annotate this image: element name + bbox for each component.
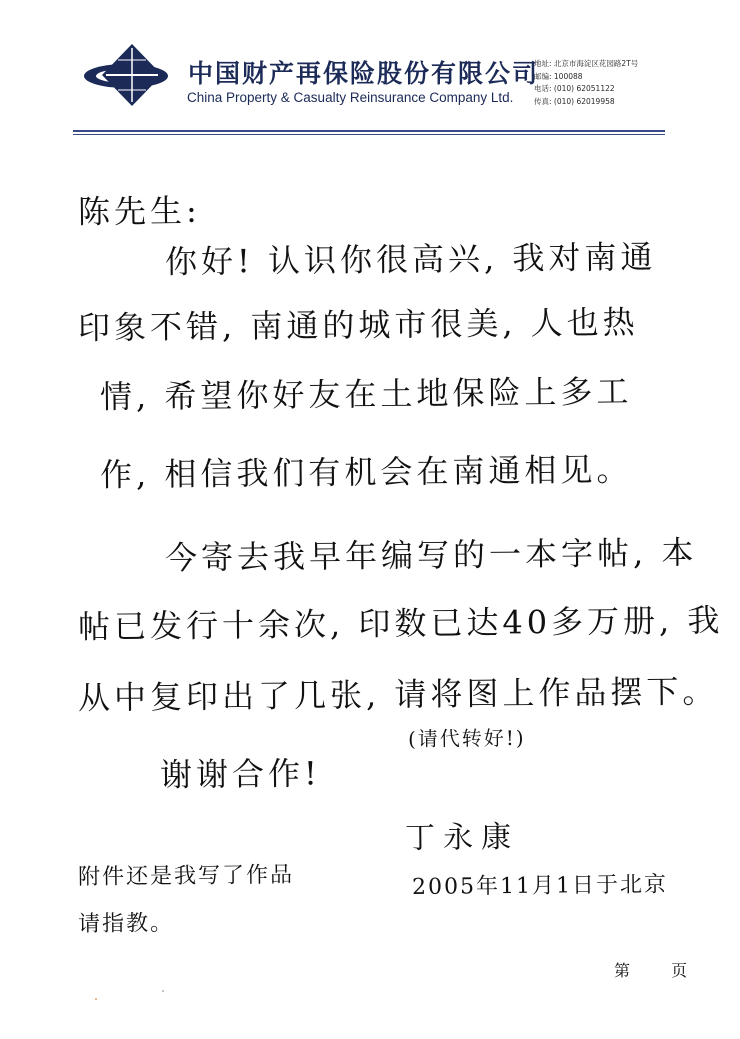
page-number-label: 第 页 [614,961,706,980]
postscript-line: 附件还是我写了作品 [77,862,295,890]
letter-line: 印象不错, 南通的城市很美, 人也热 [77,303,639,347]
contact-fax: 传真: (010) 62019958 [534,96,615,106]
closing-thanks: 谢谢合作! [159,754,322,794]
header-rule-thin [73,134,665,135]
letter-line: 今寄去我早年编写的一本字帖, 本 [164,533,698,577]
salutation: 陈先生: [77,191,202,231]
company-name-en: China Property & Casualty Reinsurance Company Ltd. [187,90,514,105]
company-name-cn: 中国财产再保险股份有限公司 [188,59,540,88]
contact-phone: 电话: (010) 62051122 [534,84,615,93]
letter-line: 作, 相信我们有机会在南通相见。 [99,450,633,494]
postscript-line: 请指教。 [77,910,175,937]
company-logo-icon [82,40,190,110]
scan-speck [95,998,97,1000]
handwritten-letter [60,165,724,945]
letter-date: 2005年11月1日于北京 [411,872,669,900]
letter-line: 帖已发行十余次, 印数已达40多万册, 我 [77,601,724,646]
contact-block [534,58,638,108]
letter-line: 从中复印出了几张, 请将图上作品摆下。 [77,672,719,717]
header-rule [73,130,665,132]
contact-postcode: 邮编: 100088 [534,71,583,81]
aside-note: (请代转好!) [407,725,526,751]
letter-line: 你好! 认识你很高兴, 我对南通 [164,237,657,281]
scan-speck [162,990,164,992]
letterhead [0,0,740,150]
contact-address: 地址: 北京市海淀区花园路2T号 [534,59,639,68]
letter-line: 情, 希望你好友在土地保险上多工 [99,372,633,416]
signature: 丁永康 [404,819,520,856]
